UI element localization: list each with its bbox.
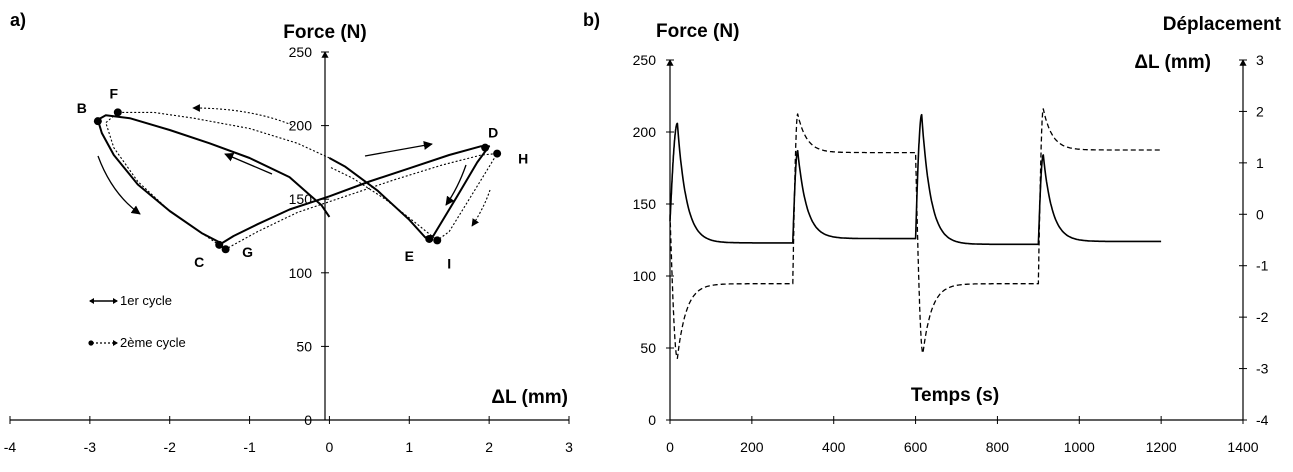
- legend-item-1er-cycle: [89, 293, 172, 308]
- chart-a: [4, 10, 573, 455]
- a-point-i: [433, 236, 441, 244]
- a-y-ticks: [289, 44, 329, 428]
- a-point-label-h: H: [518, 150, 529, 167]
- a-arrow-cd: [365, 144, 432, 156]
- legend-2eme-cycle-label: 2ème cycle: [120, 335, 186, 350]
- b-left-tick-label: 200: [632, 124, 656, 140]
- legend-1er-cycle-left-arrow: [89, 298, 94, 304]
- a-y-axis-title: Force (N): [283, 22, 367, 43]
- b-x-tick-label: 1200: [1145, 439, 1177, 455]
- panel-a-label: a): [10, 10, 27, 30]
- b-left-ticks: [633, 52, 674, 428]
- b-x-tick-label: 0: [666, 439, 674, 455]
- a-point-label-d: D: [488, 124, 499, 141]
- a-x-tick-label: 2: [485, 439, 494, 455]
- a-y-tick-label: 50: [296, 338, 312, 355]
- a-y-tick-label: 100: [288, 264, 312, 281]
- b-left-tick-label: 100: [632, 268, 656, 284]
- b-right-tick-label: -1: [1256, 257, 1269, 274]
- b-right-tick-label: 3: [1256, 52, 1264, 68]
- a-series-1er-cycle: [98, 115, 489, 243]
- b-right-tick-label: 1: [1256, 154, 1264, 171]
- a-x-tick-label: 1: [405, 439, 414, 455]
- b-series: [670, 109, 1161, 358]
- a-point-g: [222, 245, 230, 253]
- b-left-tick-label: 50: [640, 340, 656, 356]
- a-point-d: [481, 144, 489, 152]
- a-point-label-e: E: [404, 247, 414, 264]
- b-x-tick-label: 400: [822, 439, 846, 455]
- a-x-tick-label: 0: [325, 439, 334, 455]
- b-x-tick-label: 800: [985, 439, 1010, 455]
- a-x-tick-label: 3: [565, 439, 573, 455]
- b-right-axis-title-line1: Déplacement: [1162, 14, 1281, 35]
- a-x-axis-title: ΔL (mm): [491, 387, 568, 408]
- b-right-tick-label: -3: [1256, 360, 1269, 377]
- legend-2eme-cycle-dot: [88, 340, 93, 345]
- a-y-tick-label: 0: [304, 412, 312, 428]
- a-arrow-2nd-return: [193, 108, 292, 125]
- a-x-tick-label: -3: [83, 439, 97, 455]
- b-left-tick-label: 150: [632, 196, 656, 212]
- a-y-tick-label: 200: [288, 117, 312, 134]
- a-legend: [88, 293, 185, 350]
- b-x-tick-label: 1000: [1063, 439, 1095, 455]
- legend-2eme-cycle-arrow: [113, 340, 118, 346]
- legend-1er-cycle-label: 1er cycle: [120, 293, 173, 308]
- a-point-h: [493, 150, 501, 158]
- chart-b: [583, 10, 1282, 455]
- b-x-tick-label: 1400: [1227, 439, 1259, 455]
- b-series-force: [670, 115, 1161, 245]
- b-right-tick-label: 2: [1256, 103, 1264, 120]
- a-arrow-hi: [472, 190, 490, 226]
- b-left-tick-label: 250: [632, 52, 656, 68]
- b-x-tick-label: 200: [740, 439, 764, 455]
- a-point-label-f: F: [109, 85, 119, 102]
- a-x-tick-label: -4: [3, 439, 17, 455]
- a-y-tick-label: 250: [288, 44, 312, 60]
- a-point-label-i: I: [447, 255, 452, 272]
- a-arrow-bc: [98, 156, 140, 214]
- b-x-tick-label: 600: [903, 439, 928, 455]
- legend-item-2eme-cycle: [88, 335, 185, 350]
- b-right-tick-label: 0: [1256, 206, 1264, 223]
- b-x-axis-title: Temps (s): [910, 385, 1000, 406]
- a-x-ticks: [4, 416, 573, 455]
- b-left-axis-title: Force (N): [656, 21, 740, 42]
- a-point-b: [94, 117, 102, 125]
- a-point-f: [114, 108, 122, 116]
- a-point-label-b: B: [76, 100, 87, 117]
- legend-1er-cycle-right-arrow: [113, 298, 118, 304]
- b-right-axis-title-line2: ΔL (mm): [1134, 52, 1211, 73]
- a-point-e: [425, 235, 433, 243]
- a-point-label-g: G: [242, 244, 254, 261]
- b-right-tick-label: -4: [1256, 412, 1269, 428]
- b-right-tick-label: -2: [1256, 309, 1269, 326]
- a-x-tick-label: -2: [163, 439, 176, 455]
- b-x-ticks: [666, 416, 1259, 455]
- b-left-tick-label: 0: [648, 412, 656, 428]
- a-x-tick-label: -1: [243, 439, 256, 455]
- a-point-label-c: C: [194, 253, 205, 270]
- panel-b-label: b): [583, 10, 600, 30]
- a-y-tick-label: 150: [288, 191, 312, 208]
